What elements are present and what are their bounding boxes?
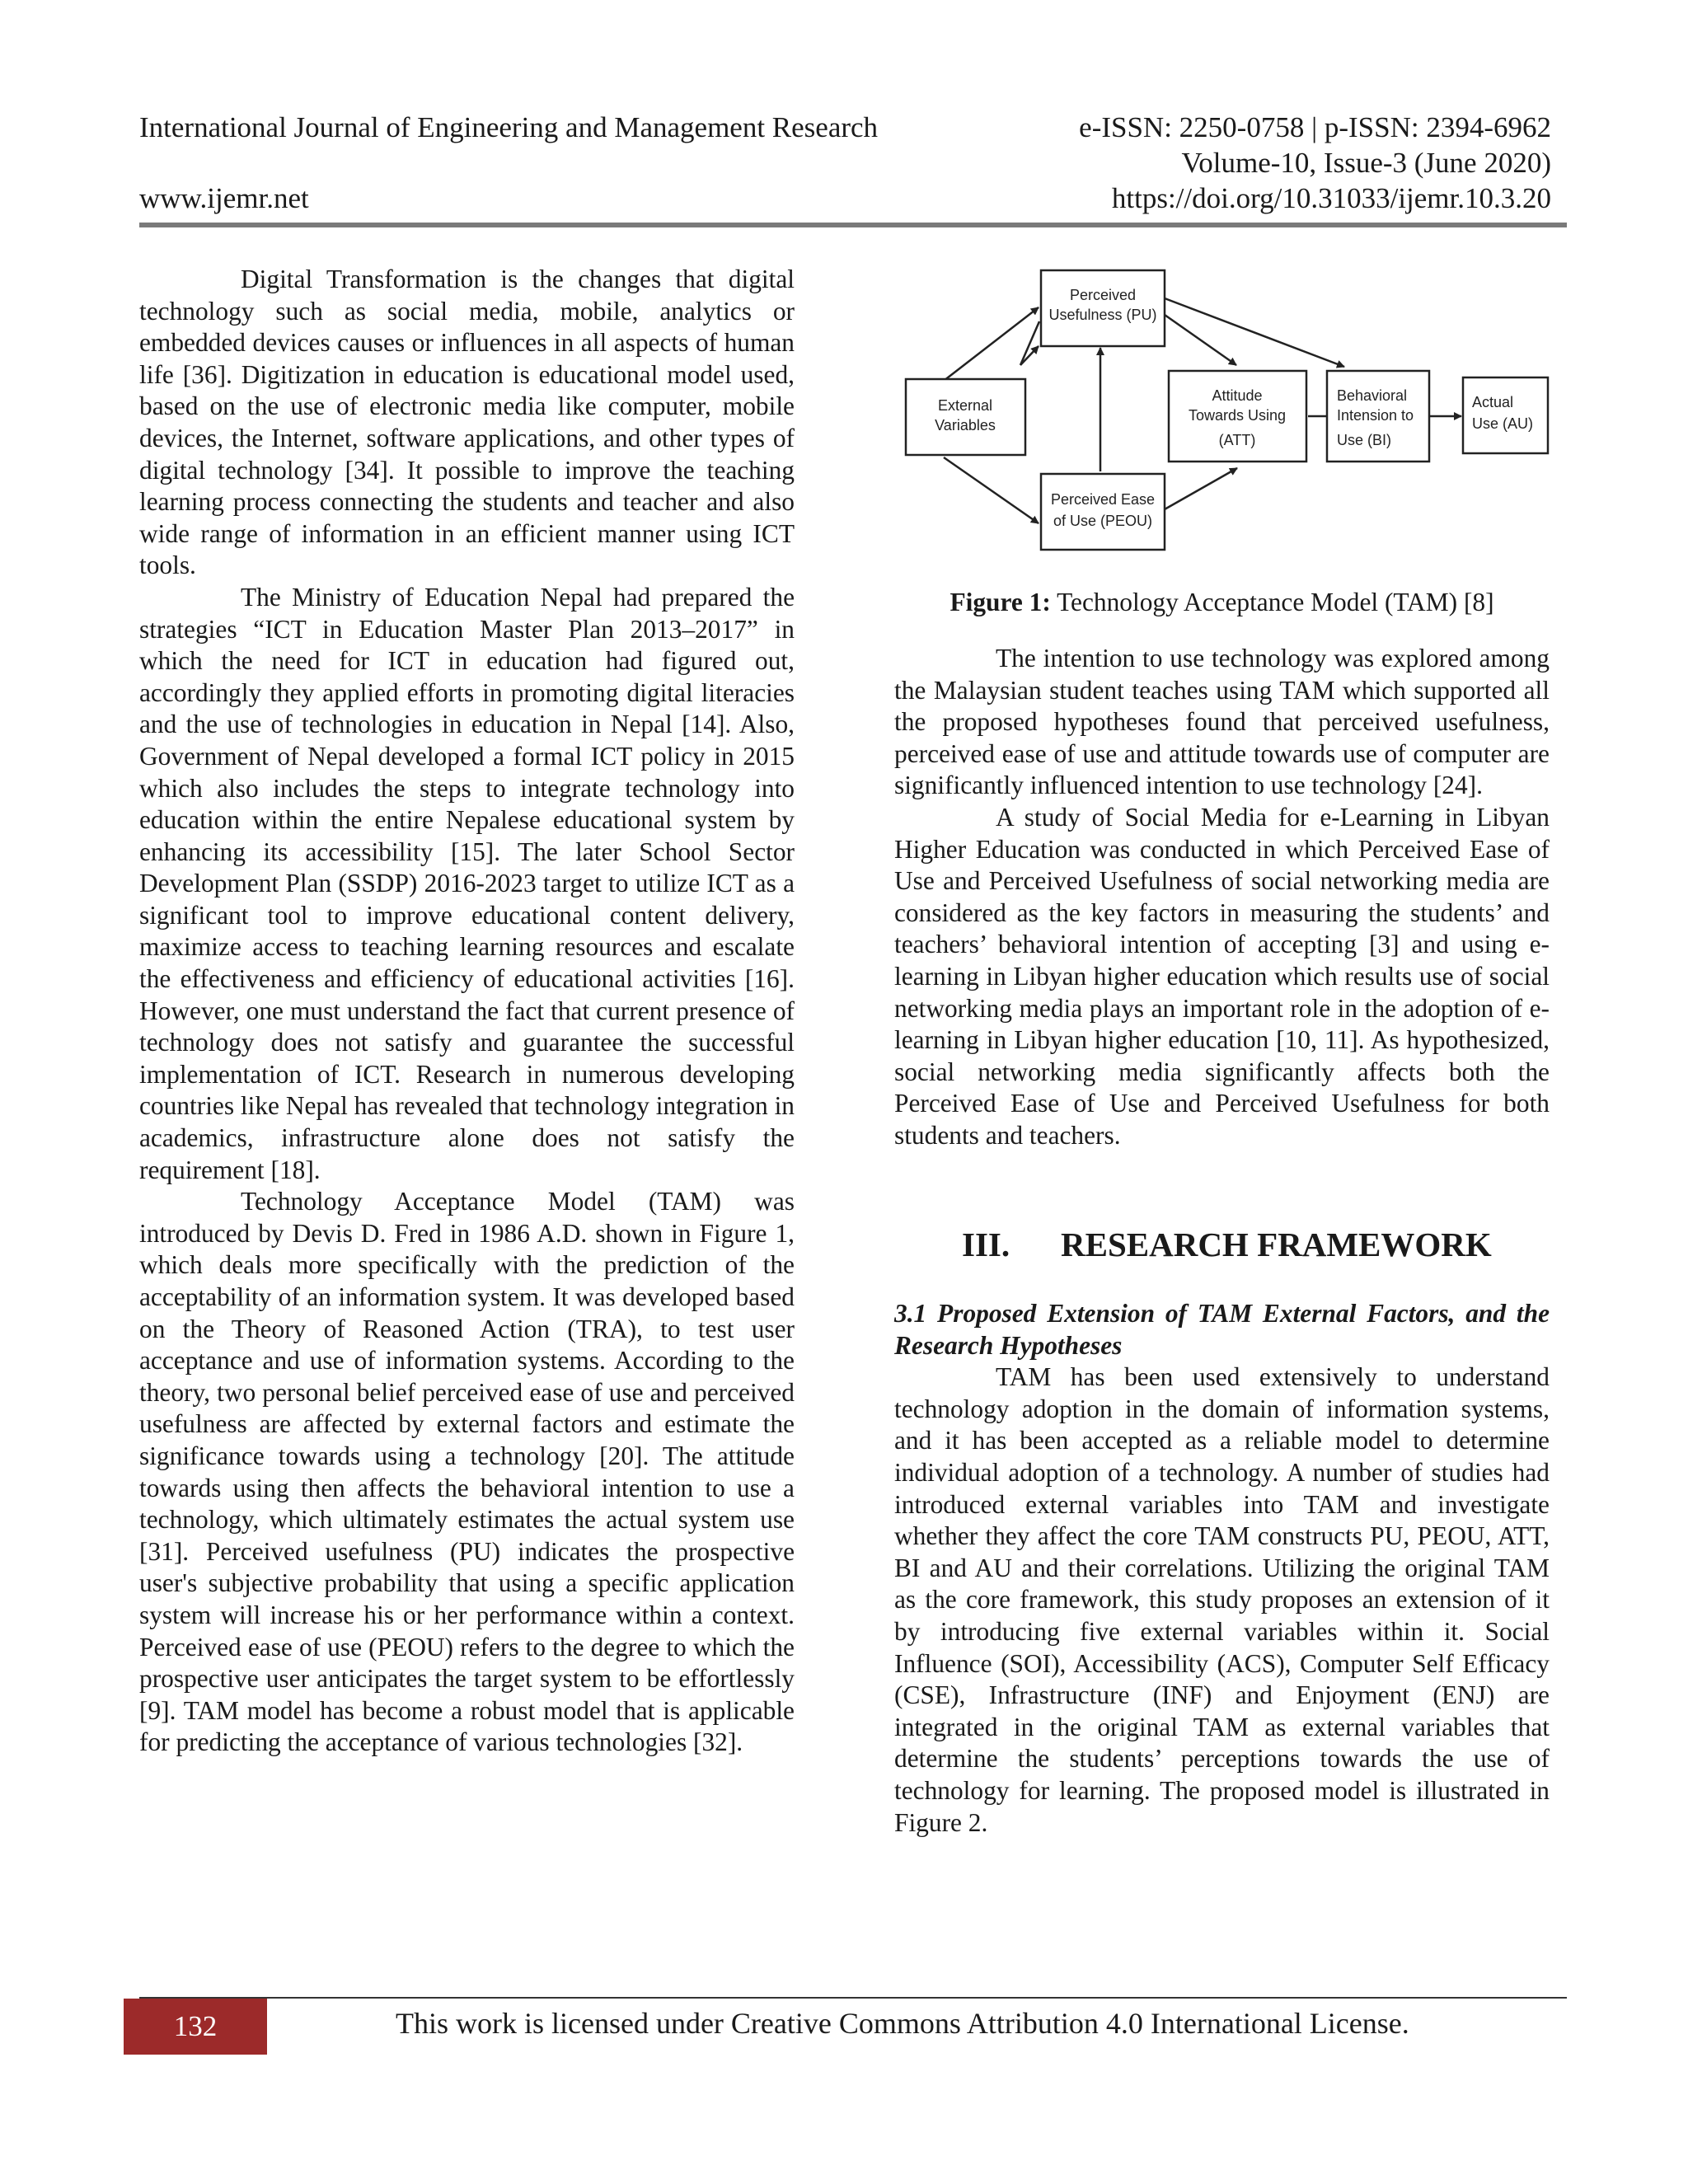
arrow-peou-to-att [1165, 468, 1237, 509]
journal-meta [1079, 110, 1551, 216]
left-column [139, 264, 795, 1759]
node-label-line: Perceived [1069, 287, 1137, 303]
node-label-line: Intension to [1337, 407, 1414, 424]
node-attitude [1169, 371, 1306, 462]
issn: e-ISSN: 2250-0758 | p-ISSN: 2394-6962 [1079, 111, 1551, 143]
node-label-line: Attitude [1212, 387, 1263, 404]
arrow-ext-to-pu [944, 307, 1039, 381]
node-actual-use [1463, 377, 1548, 453]
arrow-ext-to-peou [944, 457, 1039, 523]
node-label-line: Variables [935, 417, 996, 434]
node-label-line: of Use (PEOU) [1053, 513, 1153, 529]
paragraph: TAM has been used extensively to understand technology adoption in the domain of information systems, and it has been accepted as a reliable model to determine individual adoption of a technology. A number of studies had introduced external variables into TAM and investigate whether they affect the core TAM constructs PU, PEOU, ATT, BI and AU and their correlations. Utilizing the original TAM as the core framework, this study proposes an extension of it by introducing five external variables within it. Social Influence (SOI), Accessibility (ACS), Computer Self Efficacy (CSE), Infrastructure (INF) and Enjoyment (ENJ) are integrated in the original TAM as external variables that determine the students’ perceptions towards the use of technology for learning. The proposed model is illustrated in Figure 2. [894, 1362, 1550, 1837]
subsection-heading: 3.1 Proposed Extension of TAM External Factors, and the Research Hypotheses [894, 1299, 1550, 1360]
header-divider [139, 223, 1567, 227]
paragraph: Technology Acceptance Model (TAM) was introduced by Devis D. Fred in 1986 A.D. shown in Figure 1, which deals more specifically with the prediction of the acceptability of an information system. It was developed based on the Theory of Reasoned Action (TRA), to test user acceptance and use of information systems. According to the theory, two personal belief perceived ease of use and perceived usefulness are affected by external factors and estimate the significance towards using a technology [20]. The attitude towards using then affects the behavioral intention to use a technology, which ultimately estimates the actual system use [31]. Perceived usefulness (PU) indicates the prospective user's subjective probability that using a specific application system will increase his or her performance within a context. Perceived ease of use (PEOU) refers to the degree to which the prospective user anticipates the target system to be effortlessly [9]. TAM model has become a robust model that is applicable for predicting the acceptance of various technologies [32]. [139, 1187, 795, 1757]
node-perceived-ease-of-use [1041, 474, 1165, 550]
paragraph: Digital Transformation is the changes that digital technology such as social media, mobile, analytics or embedded devices causes or influences in all aspects of human life [36]. Digitization in education is educational model used, based on the use of electronic media like computer, mobile devices, the Internet, software applications, and other types of digital technology [34]. It possible to improve the teaching learning process connecting the students and teacher and also wide range of information in an efficient manner using ICT tools. [139, 265, 795, 580]
section-title: RESEARCH FRAMEWORK [1061, 1226, 1492, 1263]
page-number: 132 [124, 1999, 267, 2055]
footer-divider [139, 1997, 1567, 1999]
volume-issue: Volume-10, Issue-3 (June 2020) [1181, 147, 1551, 179]
page-header [139, 105, 1551, 213]
node-perceived-usefulness [1041, 270, 1165, 346]
tam-diagram [894, 264, 1550, 577]
arrow-ext-pu [1020, 321, 1039, 365]
journal-name: International Journal of Engineering and Management Research [139, 111, 879, 143]
node-label-line: External [937, 397, 993, 414]
paragraph: A study of Social Media for e-Learning in Libyan Higher Education was conducted in which Perceived Ease of Use and Perceived Usefulness of social networking media are considered as the key factors in measuring the students’ and teachers’ behavioral intention of accepting [3] and using e-learning in Libyan higher education which results use of social networking media plays an important role in the adoption of e-learning in Libyan higher education [10, 11]. As hypothesized, social networking media significantly affects both the Perceived Ease of Use and Perceived Usefulness for both students and teachers. [894, 802, 1550, 1150]
node-label-line: Towards Using [1188, 407, 1287, 424]
figure-caption-text: Technology Acceptance Model (TAM) [8] [1057, 588, 1494, 616]
node-label-line: (ATT) [1218, 432, 1256, 448]
section-number: III. [962, 1226, 1010, 1263]
node-label-line: Actual [1472, 394, 1514, 410]
figure-caption-label: Figure 1: [950, 588, 1051, 616]
doi-link[interactable]: https://doi.org/10.31033/ijemr.10.3.20 [1111, 182, 1551, 214]
journal-website[interactable]: www.ijemr.net [139, 182, 309, 214]
node-label-line: Usefulness (PU) [1048, 307, 1157, 323]
right-column [894, 643, 1550, 1152]
figure-caption [894, 588, 1550, 617]
tam-figure [894, 264, 1550, 635]
node-label-line: Use (AU) [1472, 415, 1534, 432]
node-label-line: Use (BI) [1337, 432, 1392, 448]
node-label-line: Behavioral [1337, 387, 1408, 404]
right-column-continued [894, 1298, 1550, 1839]
paragraph: The intention to use technology was explored among the Malaysian student teaches using TAM which supported all the proposed hypotheses found that perceived usefulness, perceived ease of use and attitude towards use of computer are significantly influenced intention to use technology [24]. [894, 644, 1550, 800]
paragraph: The Ministry of Education Nepal had prepared the strategies “ICT in Education Master Plan 2013–2017” in which the need for ICT in education had figured out, accordingly they applied efforts in promoting digital literacies and the use of technologies in education in Nepal [14]. Also, Government of Nepal developed a formal ICT policy in 2015 which also includes the steps to integrate technology into education within the entire Nepalese educational system by enhancing its accessibility [15]. The later School Sector Development Plan (SSDP) 2016-2023 target to utilize ICT as a significant tool to improve educational content delivery, maximize access to teaching learning resources and escalate the effectiveness and efficiency of educational activities [16]. However, one must understand the fact that current presence of technology does not satisfy and guarantee the successful implementation of ICT. Research in numerous developing countries like Nepal has revealed that technology integration in academics, infrastructure alone does not satisfy the requirement [18]. [139, 582, 795, 1184]
node-behavioral-intention [1327, 371, 1429, 462]
node-external-variables [906, 379, 1025, 455]
node-label-line: Perceived Ease [1050, 491, 1156, 508]
license-text: This work is licensed under Creative Commons Attribution 4.0 International License. [396, 2007, 1409, 2040]
